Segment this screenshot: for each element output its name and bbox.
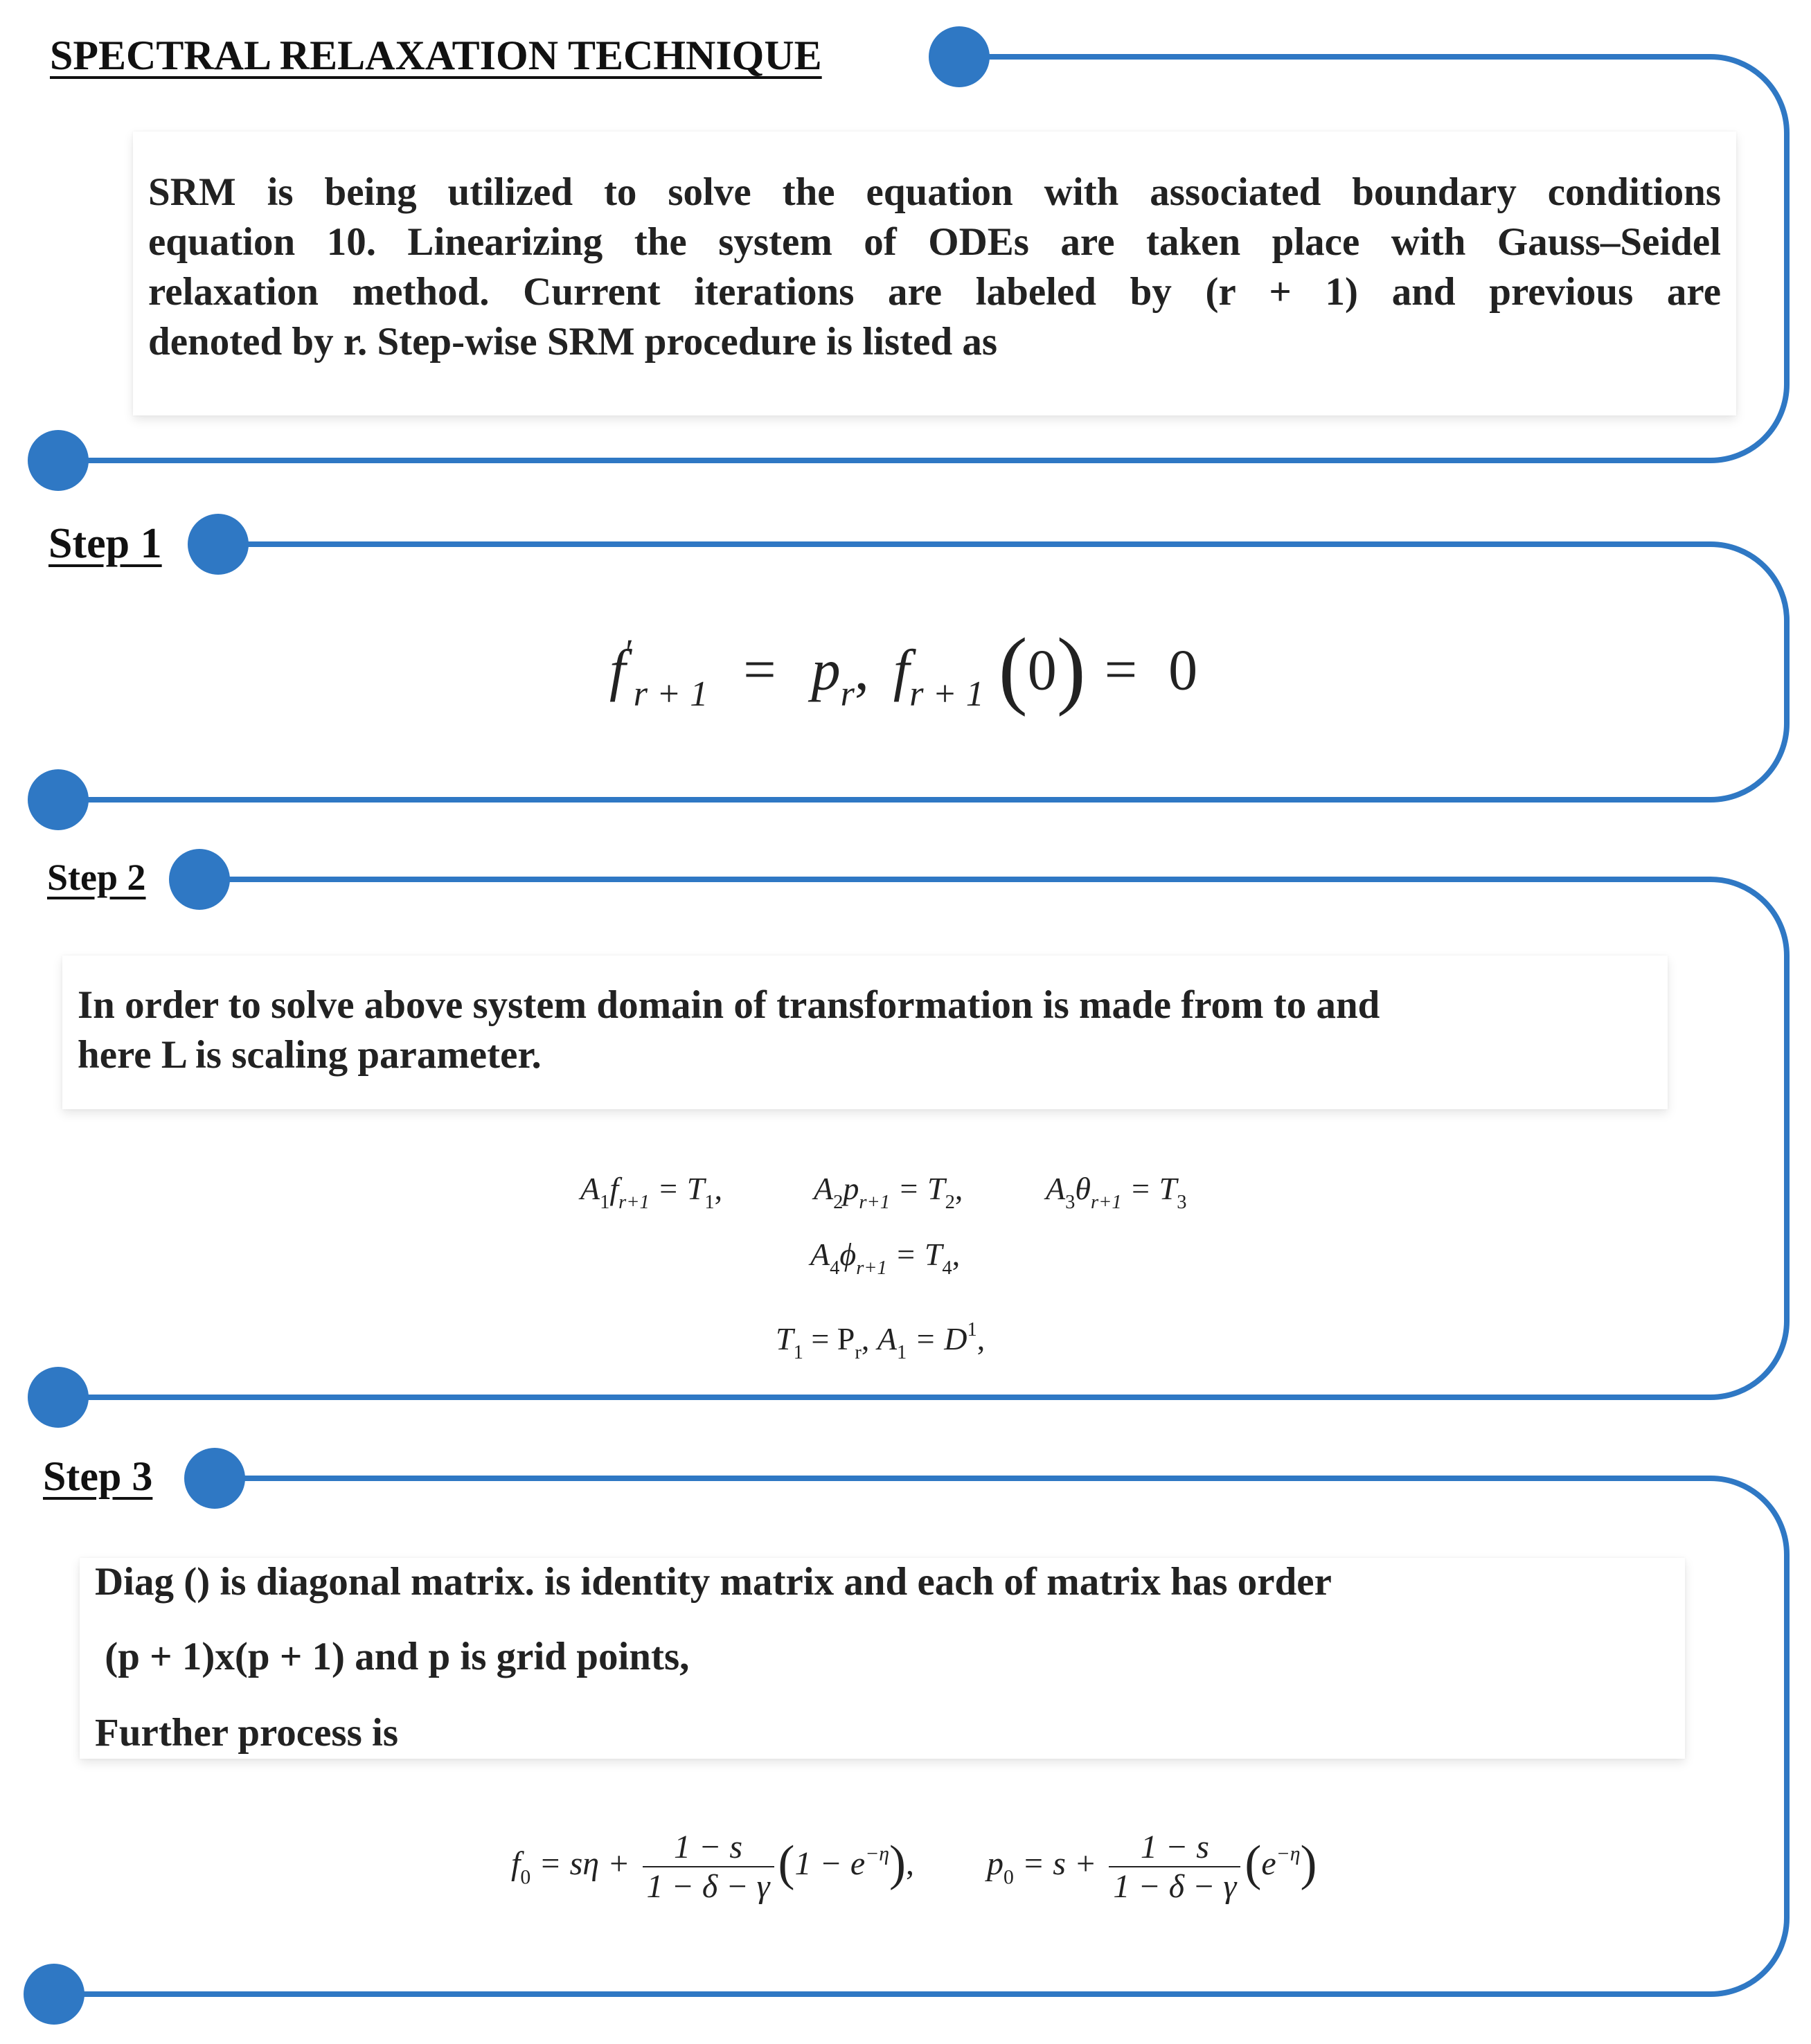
e5-T: T (776, 1320, 794, 1356)
e5-rhs: = D (914, 1320, 967, 1356)
p0-paren-close: ) (1300, 1835, 1317, 1891)
step-3-eq-f0 (511, 1828, 914, 1906)
eq1-f2: f (893, 638, 910, 703)
eq1-sub-r1b: r + 1 (909, 674, 984, 714)
node-step-1-end (28, 769, 89, 830)
p0-denominator: 1 − δ − γ (1113, 1868, 1237, 1906)
e5-mid: = P (811, 1320, 855, 1356)
eq1-f: f (609, 638, 626, 703)
step-3-line-1: Diag () is diagonal matrix. is identity matrix and each of matrix has order (95, 1560, 1332, 1604)
e1-A-sub: 1 (600, 1191, 610, 1213)
eq1-equals: = (743, 638, 776, 703)
e5-A-sub: 1 (897, 1341, 907, 1363)
step-1-title: Step 1 (48, 520, 162, 567)
e5-tail: , (976, 1320, 985, 1356)
e2-tail: , (954, 1171, 963, 1206)
eq1-p: p (811, 638, 841, 703)
e5-comma: , (861, 1320, 877, 1356)
f0-numerator: 1 − s (643, 1828, 774, 1867)
e2-rhs-sub: 2 (945, 1191, 955, 1213)
eq1-zero: 0 (1168, 638, 1198, 703)
step-2-line-2: here L is scaling parameter. (78, 1033, 542, 1077)
step-2-eq-4 (810, 1236, 960, 1280)
e2-f-sub: r+1 (859, 1191, 890, 1213)
eq1-paren-open: ( (998, 621, 1028, 717)
eq1-prime: ′ (625, 632, 634, 672)
f0-fraction (643, 1828, 774, 1906)
intro-line-2: equation 10. Linearizing the system of ODEs are taken place with Gauss–Seidel (148, 220, 1721, 264)
f0-inner: 1 − e (794, 1845, 866, 1883)
node-step-1-start (188, 514, 249, 575)
e5-P-sub: r (855, 1341, 862, 1363)
p0-lhs: p (987, 1845, 1003, 1883)
intro-line-1: SRM is being utilized to solve the equation with associated boundary conditions (148, 170, 1721, 214)
f0-exp: −η (865, 1842, 890, 1865)
e5-D-sup: 1 (967, 1319, 977, 1341)
e3-A-sub: 3 (1065, 1191, 1076, 1213)
e4-A: A (810, 1237, 830, 1272)
p0-eq: = s + (1022, 1845, 1097, 1883)
eq1-equals-2: = (1104, 638, 1138, 703)
e4-rhs: = T (895, 1237, 943, 1272)
e3-rhs: = T (1130, 1171, 1177, 1206)
f0-lhs-sub: 0 (520, 1865, 531, 1889)
node-title-start (929, 26, 990, 87)
step-3-eq-p0 (987, 1828, 1317, 1906)
step-2-eq-1 (580, 1170, 722, 1214)
e3-A: A (1046, 1171, 1066, 1206)
intro-line-4: denoted by r. Step-wise SRM procedure is listed as (148, 320, 998, 364)
e4-phi: ϕ (839, 1237, 857, 1272)
e2-rhs: = T (898, 1171, 945, 1206)
e5-A: A (877, 1320, 897, 1356)
intro-line-3: relaxation method. Current iterations are labeled by (r + 1) and previous are (148, 270, 1721, 314)
p0-inner: e (1261, 1845, 1276, 1883)
e1-rhs: = T (657, 1171, 705, 1206)
e2-f: p (843, 1171, 859, 1206)
e1-A: A (580, 1171, 600, 1206)
section-title-srm: SPECTRAL RELAXATION TECHNIQUE (50, 33, 822, 78)
e3-theta-sub: r+1 (1090, 1191, 1122, 1213)
e1-rhs-sub: 1 (704, 1191, 715, 1213)
e1-f: f (609, 1171, 619, 1206)
f0-eq: = sη + (539, 1845, 630, 1883)
node-step-3-end (24, 1964, 84, 2025)
e2-A: A (814, 1171, 834, 1206)
p0-fraction (1109, 1828, 1240, 1906)
step-2-eq-3 (1046, 1170, 1186, 1214)
step-3-textbox (80, 1558, 1685, 1759)
step-2-line-1: In order to solve above system domain of transformation is made from to and (78, 983, 1380, 1027)
f0-tail: , (906, 1845, 915, 1883)
step-3-line-2: (p + 1)x(p + 1) and p is grid points, (95, 1635, 690, 1678)
node-step-2-start (169, 849, 230, 910)
p0-lhs-sub: 0 (1003, 1865, 1014, 1889)
eq1-sub-r: r (840, 674, 855, 714)
p0-numerator: 1 − s (1109, 1828, 1240, 1867)
e4-tail: , (952, 1237, 961, 1272)
step-3-line-3: Further process is (95, 1711, 399, 1755)
step-2-eq-2 (814, 1170, 963, 1214)
e5-T-sub: 1 (793, 1341, 803, 1363)
eq1-zero-arg: 0 (1027, 638, 1057, 703)
e4-rhs-sub: 4 (942, 1257, 952, 1279)
f0-paren-open: ( (778, 1835, 795, 1891)
step-1-equation (609, 620, 1197, 719)
e3-theta: θ (1075, 1171, 1091, 1206)
f0-denominator: 1 − δ − γ (646, 1868, 770, 1906)
e1-tail: , (714, 1171, 723, 1206)
node-section-1-end (28, 430, 89, 491)
step-2-textbox (62, 956, 1668, 1109)
e3-rhs-sub: 3 (1177, 1191, 1187, 1213)
p0-exp: −η (1276, 1842, 1301, 1865)
step-2-title: Step 2 (47, 857, 146, 898)
node-step-2-end (28, 1367, 89, 1428)
p0-paren-open: ( (1244, 1835, 1262, 1891)
step-3-title: Step 3 (43, 1453, 153, 1499)
e1-f-sub: r+1 (618, 1191, 650, 1213)
node-step-3-start (184, 1448, 245, 1509)
eq1-sub-r1: r + 1 (633, 674, 708, 714)
f0-paren-close: ) (889, 1835, 907, 1891)
e4-phi-sub: r+1 (856, 1257, 887, 1279)
f0-lhs: f (511, 1845, 521, 1883)
e2-A-sub: 2 (833, 1191, 844, 1213)
e4-A-sub: 4 (830, 1257, 840, 1279)
step-2-eq-5 (776, 1319, 985, 1364)
eq1-comma: , (854, 638, 869, 703)
eq1-paren-close: ) (1056, 621, 1086, 717)
intro-textbox (133, 132, 1736, 415)
